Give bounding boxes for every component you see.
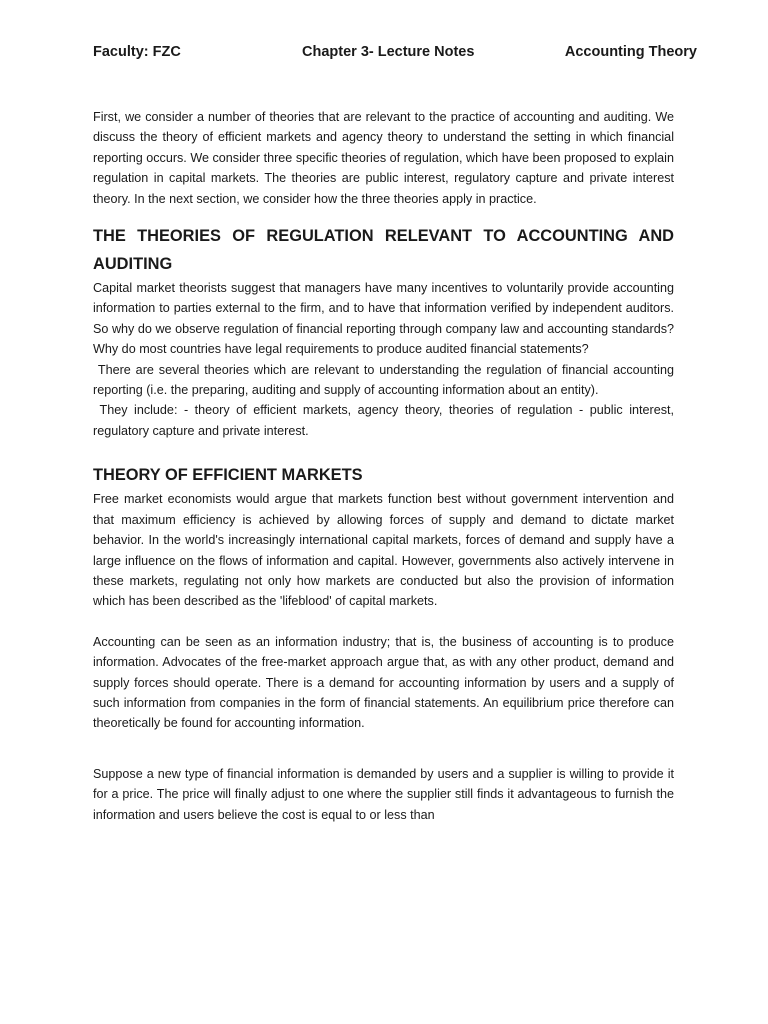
regulation-paragraph-2: There are several theories which are relevant to understanding the regulation of financial accounting reporting (i.e. the preparing, auditing and supply of accounting information about an entity). [93,362,674,398]
header-faculty: Faculty: FZC [93,44,181,60]
page-header [93,44,697,66]
regulation-paragraph-1: Capital market theorists suggest that managers have many incentives to voluntarily provide accounting information to parties external to the firm, and to have that information verified by independent auditors. So why do we observe regulation of financial reporting through company law and accounting standards? Why do most countries have legal requirements to produce audited financial statements? [93,281,674,357]
efficient-markets-paragraph-1: Free market economists would argue that markets function best without government intervention and that maximum efficiency is achieved by allowing forces of supply and demand to dictate market behavior. In the world's increasingly international capital markets, forces of demand and supply have a large influence on the flows of information and capital. However, governments also actively intervene in these markets, regulating not only how markets are conducted but also the provision of information which has been described as the 'lifeblood' of capital markets. [93,492,674,609]
header-course: Accounting Theory [564,44,697,60]
efficient-markets-paragraph-3: Suppose a new type of financial information is demanded by users and a supplier is willing to provide it for a price. The price will finally adjust to one where the supplier still finds it advantageous to furnish the information and users believe the cost is equal to or less than [93,766,674,822]
header-chapter: Chapter 3- Lecture Notes [302,44,475,60]
efficient-markets-paragraph-2: Accounting can be seen as an information industry; that is, the business of accounting is to produce information. Advocates of the free-market approach argue that, as with any other product, demand and supply forces should operate. There is a demand for accounting information by users and a supply of such information from companies in the form of financial statements. An equilibrium price therefore can theoretically be found for accounting information. [93,634,674,731]
spacer [93,612,674,632]
intro-paragraph: First, we consider a number of theories that are relevant to the practice of accounting and auditing. We discuss the theory of efficient markets and agency theory to understand the setting in which financial reporting occurs. We consider three specific theories of regulation, which have been proposed to explain regulation in capital markets. The theories are public interest, regulatory capture and private interest theory. In the next section, we consider how the three theories apply in practice. [93,110,674,206]
section-heading-efficient-markets: THEORY OF EFFICIENT MARKETS [93,466,363,485]
document-body [93,107,674,825]
spacer [93,209,674,222]
regulation-paragraph-3: They include: - theory of efficient markets, agency theory, theories of regulation - public interest, regulatory capture and private interest. [93,403,674,438]
section-heading-regulation: THE THEORIES OF REGULATION RELEVANT TO ACCOUNTING AND AUDITING [93,227,674,274]
spacer [93,734,674,764]
spacer [93,441,674,461]
